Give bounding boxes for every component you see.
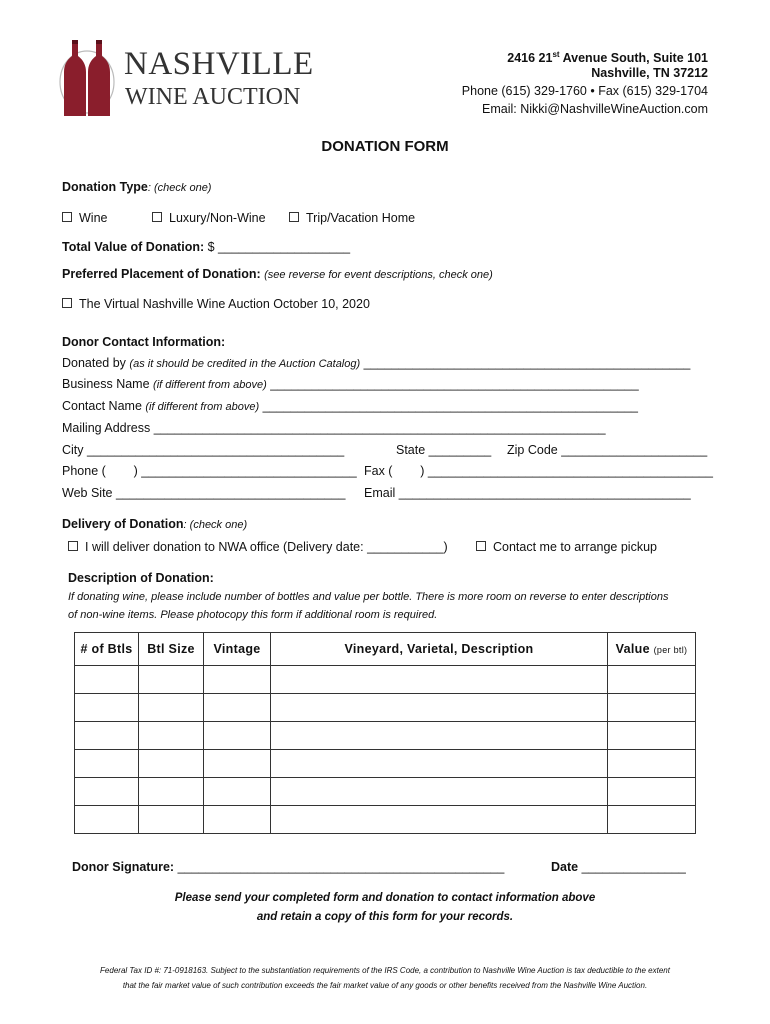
contact-name-field[interactable]: Contact Name (if different from above) ______________________________________________________ (62, 399, 638, 413)
page-title: DONATION FORM (321, 138, 449, 155)
closing-line-2: and retain a copy of this form for your records. (256, 911, 514, 923)
fax-field[interactable]: Fax ( ) _________________________________________ (364, 464, 713, 478)
table-row (75, 694, 696, 722)
donated-by-field[interactable]: Donated by (as it should be credited in the Auction Catalog) _______________________________________________ (62, 356, 691, 370)
table-header-row (75, 633, 696, 666)
table-cell[interactable] (271, 694, 608, 722)
zip-code-field[interactable]: Zip Code _____________________ (507, 443, 708, 457)
table-cell[interactable] (204, 722, 271, 750)
email-field[interactable]: Email __________________________________________ (364, 486, 691, 500)
col-value: Value (per btl) (608, 633, 696, 666)
delivery-self-checkbox[interactable]: I will deliver donation to NWA office (Delivery date: ___________) (68, 540, 448, 554)
table-cell[interactable] (608, 778, 696, 806)
table-cell[interactable] (271, 722, 608, 750)
table-cell[interactable] (75, 666, 139, 694)
mailing-address-field[interactable]: Mailing Address _________________________________________________________________ (62, 421, 606, 435)
table-cell[interactable] (608, 666, 696, 694)
table-cell[interactable] (75, 806, 139, 834)
table-cell[interactable] (204, 806, 271, 834)
closing-line-1: Please send your completed form and donation to contact information above (174, 892, 596, 904)
table-cell[interactable] (75, 750, 139, 778)
table-cell[interactable] (608, 806, 696, 834)
table-cell[interactable] (608, 722, 696, 750)
donation-type-luxury-checkbox[interactable]: Luxury/Non-Wine (152, 211, 266, 225)
col-vintage: Vintage (204, 633, 271, 666)
table-cell[interactable] (139, 778, 204, 806)
donor-signature-field[interactable]: Donor Signature: _______________________________________________ (72, 860, 505, 874)
table-cell[interactable] (75, 722, 139, 750)
table-row (75, 778, 696, 806)
donation-type-label: Donation Type: (check one) (62, 180, 212, 194)
table-cell[interactable] (608, 694, 696, 722)
city-field[interactable]: City _____________________________________ (62, 443, 345, 457)
logo-wine-auction-text: WINE AUCTION (125, 84, 301, 110)
table-cell[interactable] (271, 666, 608, 694)
address-city: Nashville, TN 37212 (591, 66, 708, 80)
table-cell[interactable] (204, 694, 271, 722)
table-cell[interactable] (271, 806, 608, 834)
logo (58, 38, 314, 118)
table-row (75, 750, 696, 778)
address-street: 2416 21st Avenue South, Suite 101 (507, 50, 708, 66)
donation-type-trip-checkbox[interactable]: Trip/Vacation Home (289, 211, 415, 225)
col-bottle-size: Btl Size (139, 633, 204, 666)
table-cell[interactable] (139, 722, 204, 750)
description-text-2: of non-wine items. Please photocopy this form if additional room is required. (68, 609, 438, 621)
address-email: Email: Nikki@NashvilleWineAuction.com (482, 102, 708, 116)
col-num-bottles: # of Btls (75, 633, 139, 666)
website-field[interactable]: Web Site _________________________________ (62, 486, 346, 500)
logo-nashville-text: NASHVILLE (124, 46, 314, 82)
table-cell[interactable] (608, 750, 696, 778)
phone-field[interactable]: Phone ( ) _______________________________ (62, 464, 357, 478)
placement-label: Preferred Placement of Donation: (see reverse for event descriptions, check one) (62, 267, 493, 281)
table-cell[interactable] (75, 694, 139, 722)
donation-type-wine-checkbox[interactable]: Wine (62, 211, 107, 225)
table-cell[interactable] (271, 778, 608, 806)
state-field[interactable]: State _________ (396, 443, 492, 457)
description-heading: Description of Donation: (68, 571, 214, 585)
table-cell[interactable] (204, 778, 271, 806)
table-cell[interactable] (139, 806, 204, 834)
table-row (75, 666, 696, 694)
table-row (75, 722, 696, 750)
footer-line-2: that the fair market value of such contribution exceeds the fair market value of any goods or other benefits received from the Nashville Wine Auction. (122, 981, 648, 990)
wine-bottles-icon (58, 38, 120, 118)
col-description: Vineyard, Varietal, Description (271, 633, 608, 666)
date-field[interactable]: Date _______________ (551, 860, 686, 874)
table-cell[interactable] (204, 750, 271, 778)
delivery-pickup-checkbox[interactable]: Contact me to arrange pickup (476, 540, 657, 554)
table-cell[interactable] (271, 750, 608, 778)
placement-checkbox[interactable]: The Virtual Nashville Wine Auction October 10, 2020 (62, 297, 370, 311)
address-phone-fax: Phone (615) 329-1760 • Fax (615) 329-1704 (461, 84, 708, 98)
footer-line-1: Federal Tax ID #: 71-0918163. Subject to the substantiation requirements of the IRS Code, a contribution to Nashville Wine Auction is tax deductible to the extent (100, 966, 670, 975)
table-cell[interactable] (75, 778, 139, 806)
table-row (75, 806, 696, 834)
business-name-field[interactable]: Business Name (if different from above) _____________________________________________________ (62, 377, 639, 391)
table-cell[interactable] (139, 694, 204, 722)
total-value-field[interactable]: Total Value of Donation: $ ___________________ (62, 240, 351, 254)
table-cell[interactable] (139, 750, 204, 778)
donation-items-table (74, 632, 696, 834)
table-cell[interactable] (204, 666, 271, 694)
delivery-label: Delivery of Donation: (check one) (62, 517, 248, 531)
description-text-1: If donating wine, please include number of bottles and value per bottle. There is more room on reverse to enter descriptions (68, 591, 669, 603)
table-cell[interactable] (139, 666, 204, 694)
donor-contact-heading: Donor Contact Information: (62, 335, 226, 349)
